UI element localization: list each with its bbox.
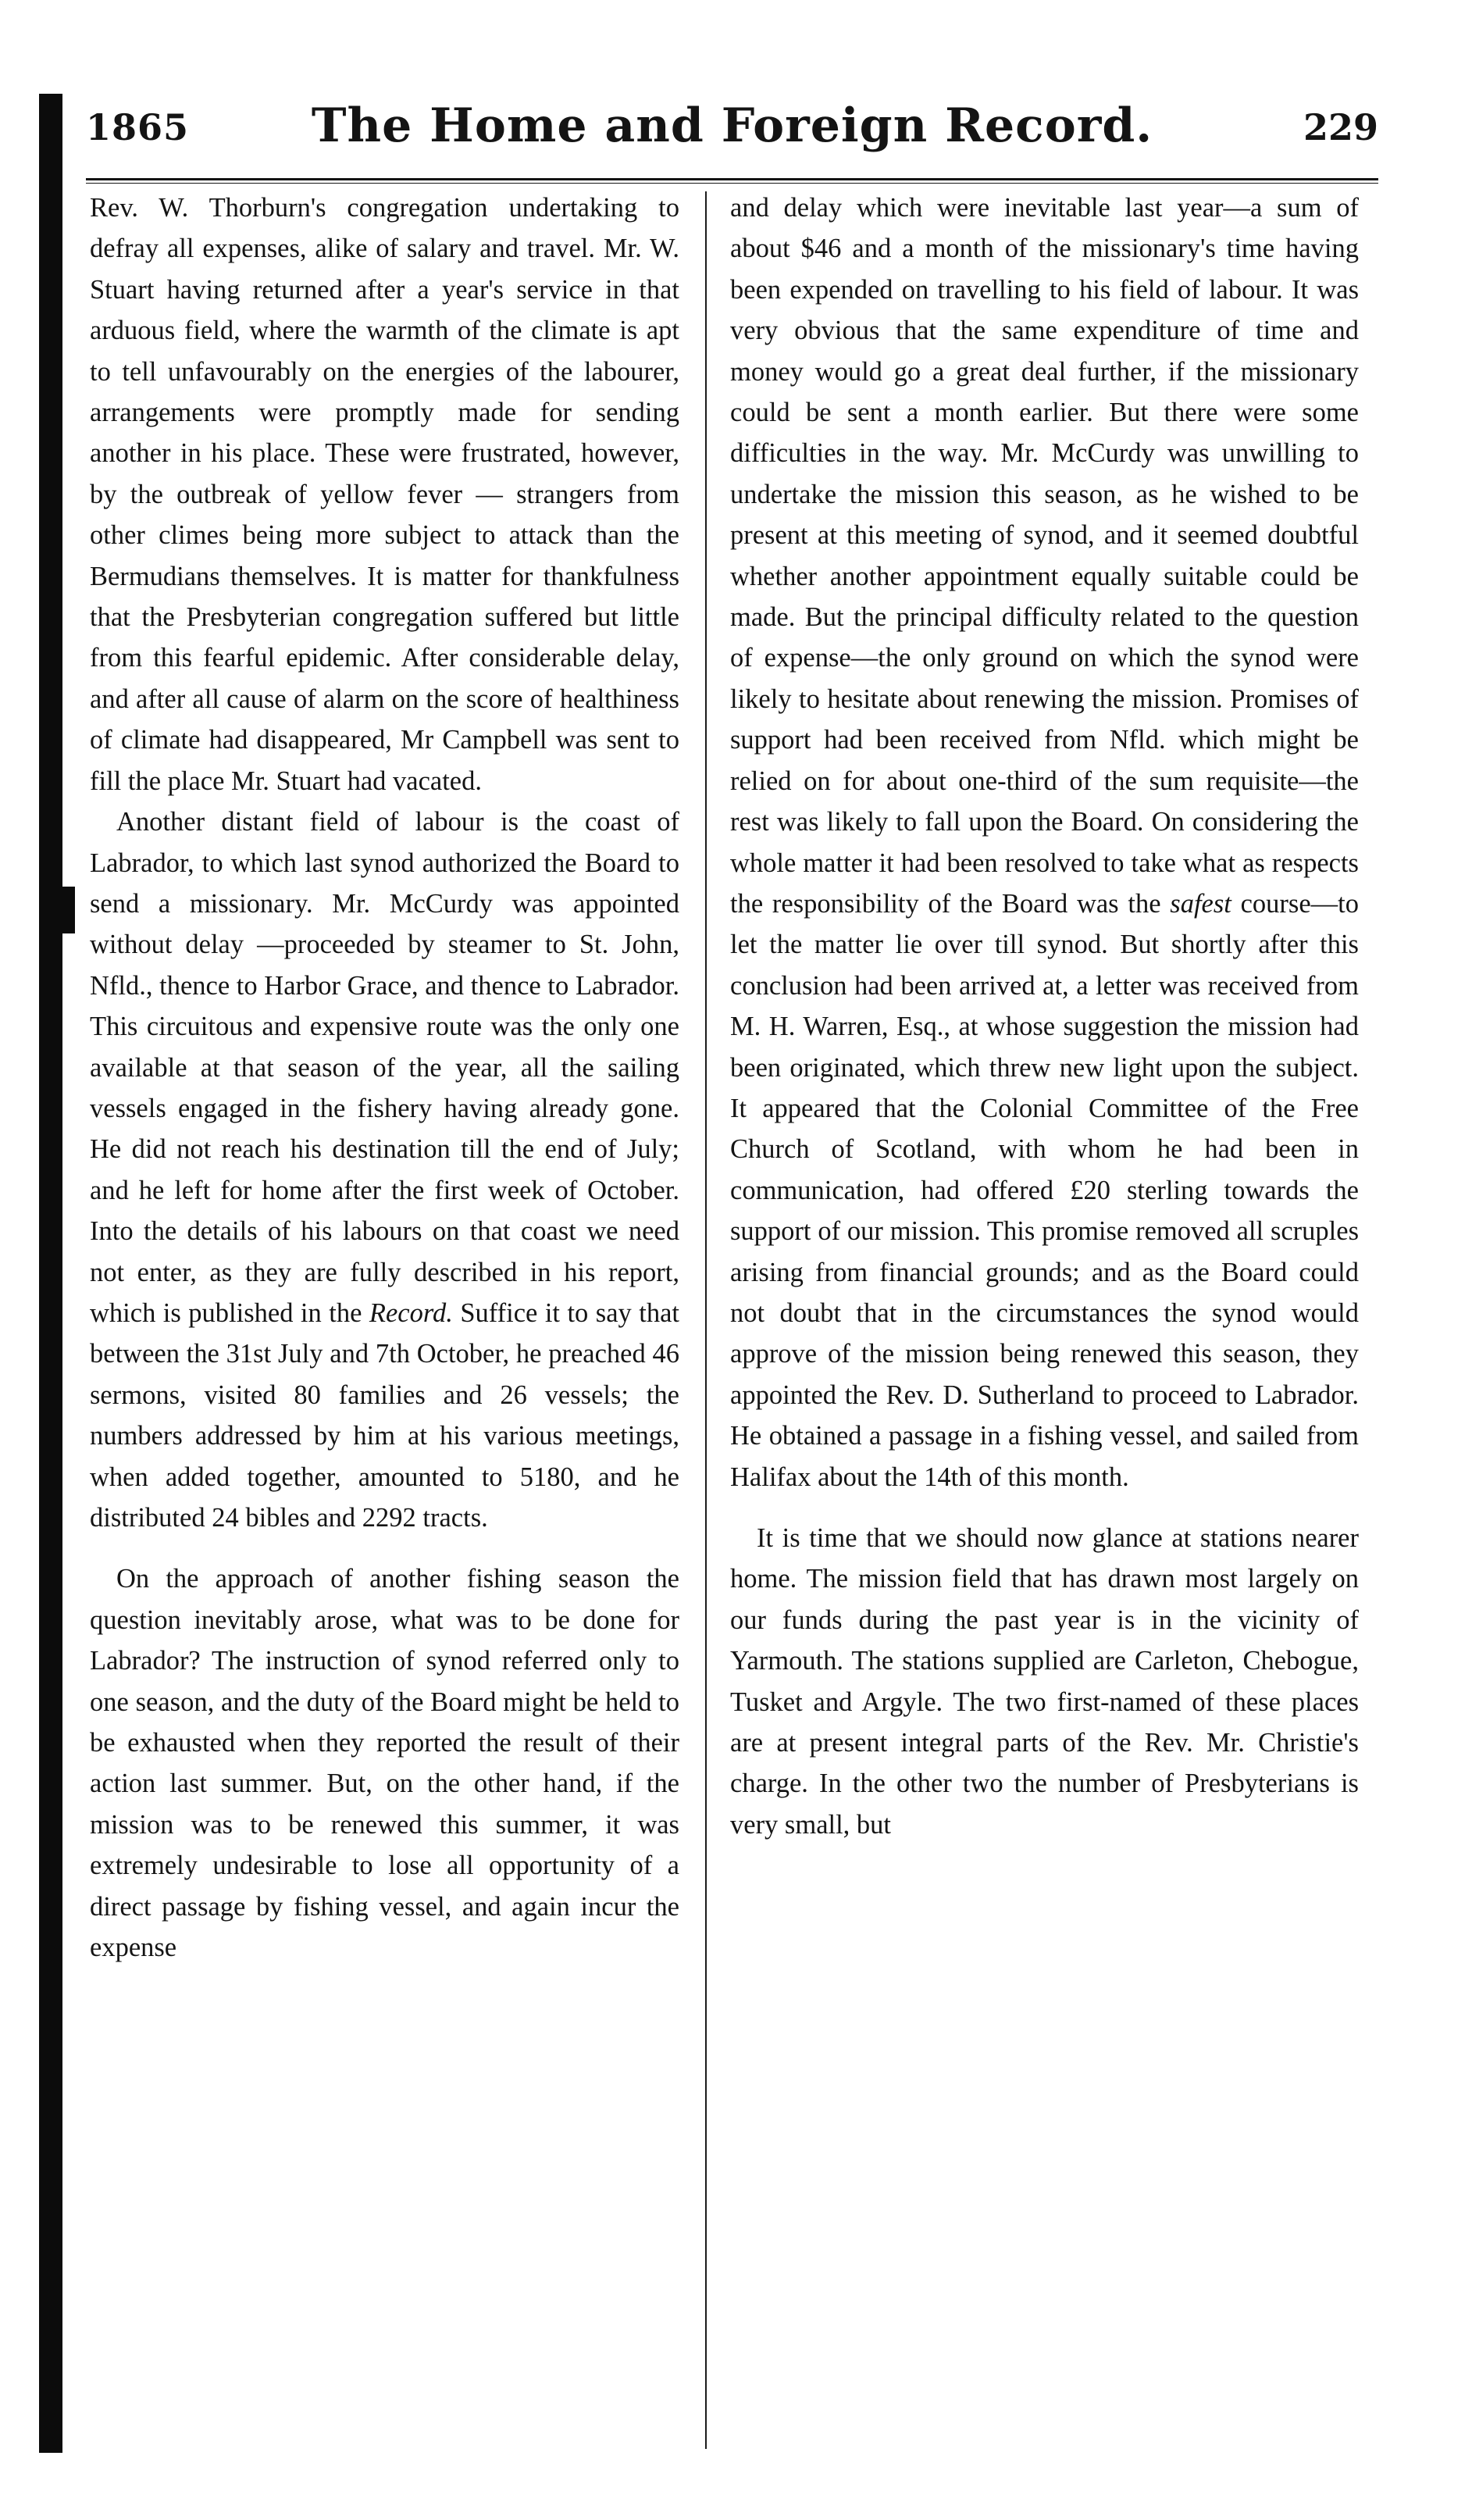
journal-title: The Home and Foreign Record. bbox=[311, 98, 1153, 153]
paragraph-text: Another distant field of labour is the coast of Labrador, to which last synod authorized the Board to send a missionary. Mr. McCurdy was appointed without delay —proceeded by steamer to St. John, Nfld., thence to Harbor Grace, and thence to Labrador. This circuitous and expensive route was the only one available at that season of the year, all the sailing vessels engaged in the fishery having already gone. He did not reach his destination till the end of July; and he left for home after the first week of October. Into the details of his labours on that coast we need not enter, as they are fully described in his report, which is published in the bbox=[90, 807, 679, 1328]
record-title: Record. bbox=[369, 1297, 453, 1328]
paragraph-text: Suffice it to say that between the 31st July and 7th October, he preached 46 sermons, visited 80 families and 26 vessels; the numbers addressed by him at his various meetings, when added together, amounted to 5180, and he distributed 24 bibles and 2292 tracts. bbox=[90, 1297, 679, 1533]
left-column bbox=[90, 187, 679, 1968]
paragraph-fishing-season: On the approach of another fishing season the question inevitably arose, what was to be done for Labrador? The instruction of synod referred only to one season, and the duty of the Board might be held to be exhausted when they reported the result of their action last summer. But, on the other hand, if the mission was to be renewed this summer, it was extremely undesirable to lose all opportunity of a direct passage by fishing vessel, and again incur the expense bbox=[90, 1564, 679, 1963]
binding-notch bbox=[55, 887, 75, 933]
header-year: 1865 bbox=[86, 106, 190, 148]
safest-emphasis: safest bbox=[1170, 888, 1231, 919]
paragraph-text: and delay which were inevitable last year—a sum of about $46 and a month of the missionary's time having been expended on travelling to his field of labour. It was very obvious that the same expenditure of time and money would go a great deal further, if the missionary could be sent a month earlier. But there were some difficulties in the way. Mr. McCurdy was unwilling to undertake the mission this season, as he wished to be present at this meeting of synod, and it seemed doubtful whether another appointment equally suitable could be made. But the principal difficulty related to the question of expense—the only ground on which the synod were likely to hesitate about renewing the mission. Promises of support had been received from Nfld. which might be relied on for about one-third of the sum requisite—the rest was likely to fall upon the Board. On considering the whole matter it had been resolved to take what as respects the responsibility of the Board was the bbox=[730, 193, 1359, 919]
paragraph-text: course—to let the matter lie over till synod. But shortly after this conclusion had been arrived at, a letter was received from M. H. Warren, Esq., at whose suggestion the mission had been originated, which threw new light upon the subject. It appeared that the Colonial Committee of the Free Church of Scotland, with whom he had been in communication, had offered £20 sterling towards the support of our mission. This promise removed all scruples arising from financial grounds; and as the Board could not doubt that in the circumstances the synod would approve of the mission being renewed this season, they appointed the Rev. D. Sutherland to proceed to Labrador. He obtained a passage in a fishing vessel, and sailed from Halifax about the 14th of this month. bbox=[730, 888, 1359, 1492]
running-header bbox=[86, 92, 1378, 178]
paragraph-stations-nearer-home: It is time that we should now glance at stations nearer home. The mission field that has drawn most largely on our funds during the past year is in the vicinity of Yarmouth. The stations supplied are Carleton, Chebogue, Tusket and Argyle. The two first-named of these places are at present integral parts of the Rev. Mr. Christie's charge. In the other two the number of Presbyterians is very small, but bbox=[730, 1523, 1359, 1840]
right-column bbox=[730, 187, 1359, 1845]
paragraph-expense bbox=[730, 187, 1359, 1497]
page-number: 229 bbox=[1303, 106, 1378, 148]
header-rule bbox=[86, 178, 1378, 180]
paragraph-labrador-mission bbox=[90, 801, 679, 1538]
binding-shadow bbox=[39, 94, 62, 2453]
header-rule-thin bbox=[86, 183, 1378, 184]
paragraph-bermuda: Rev. W. Thorburn's congregation undertaking to defray all expenses, alike of salary and travel. Mr. W. Stuart having returned after a year's service in that arduous field, where the warmth of the climate is apt to tell unfavourably on the energies of the labourer, arrangements were promptly made for sending another in his place. These were frustrated, however, by the outbreak of yellow fever — strangers from other climes being more subject to attack than the Bermudians themselves. It is matter for thankfulness that the Presbyterian congregation suffered but little from this fearful epidemic. After considerable delay, and after all cause of alarm on the score of healthiness of climate had disappeared, Mr Campbell was sent to fill the place Mr. Stuart had vacated. bbox=[90, 193, 679, 796]
column-divider bbox=[705, 191, 707, 2449]
